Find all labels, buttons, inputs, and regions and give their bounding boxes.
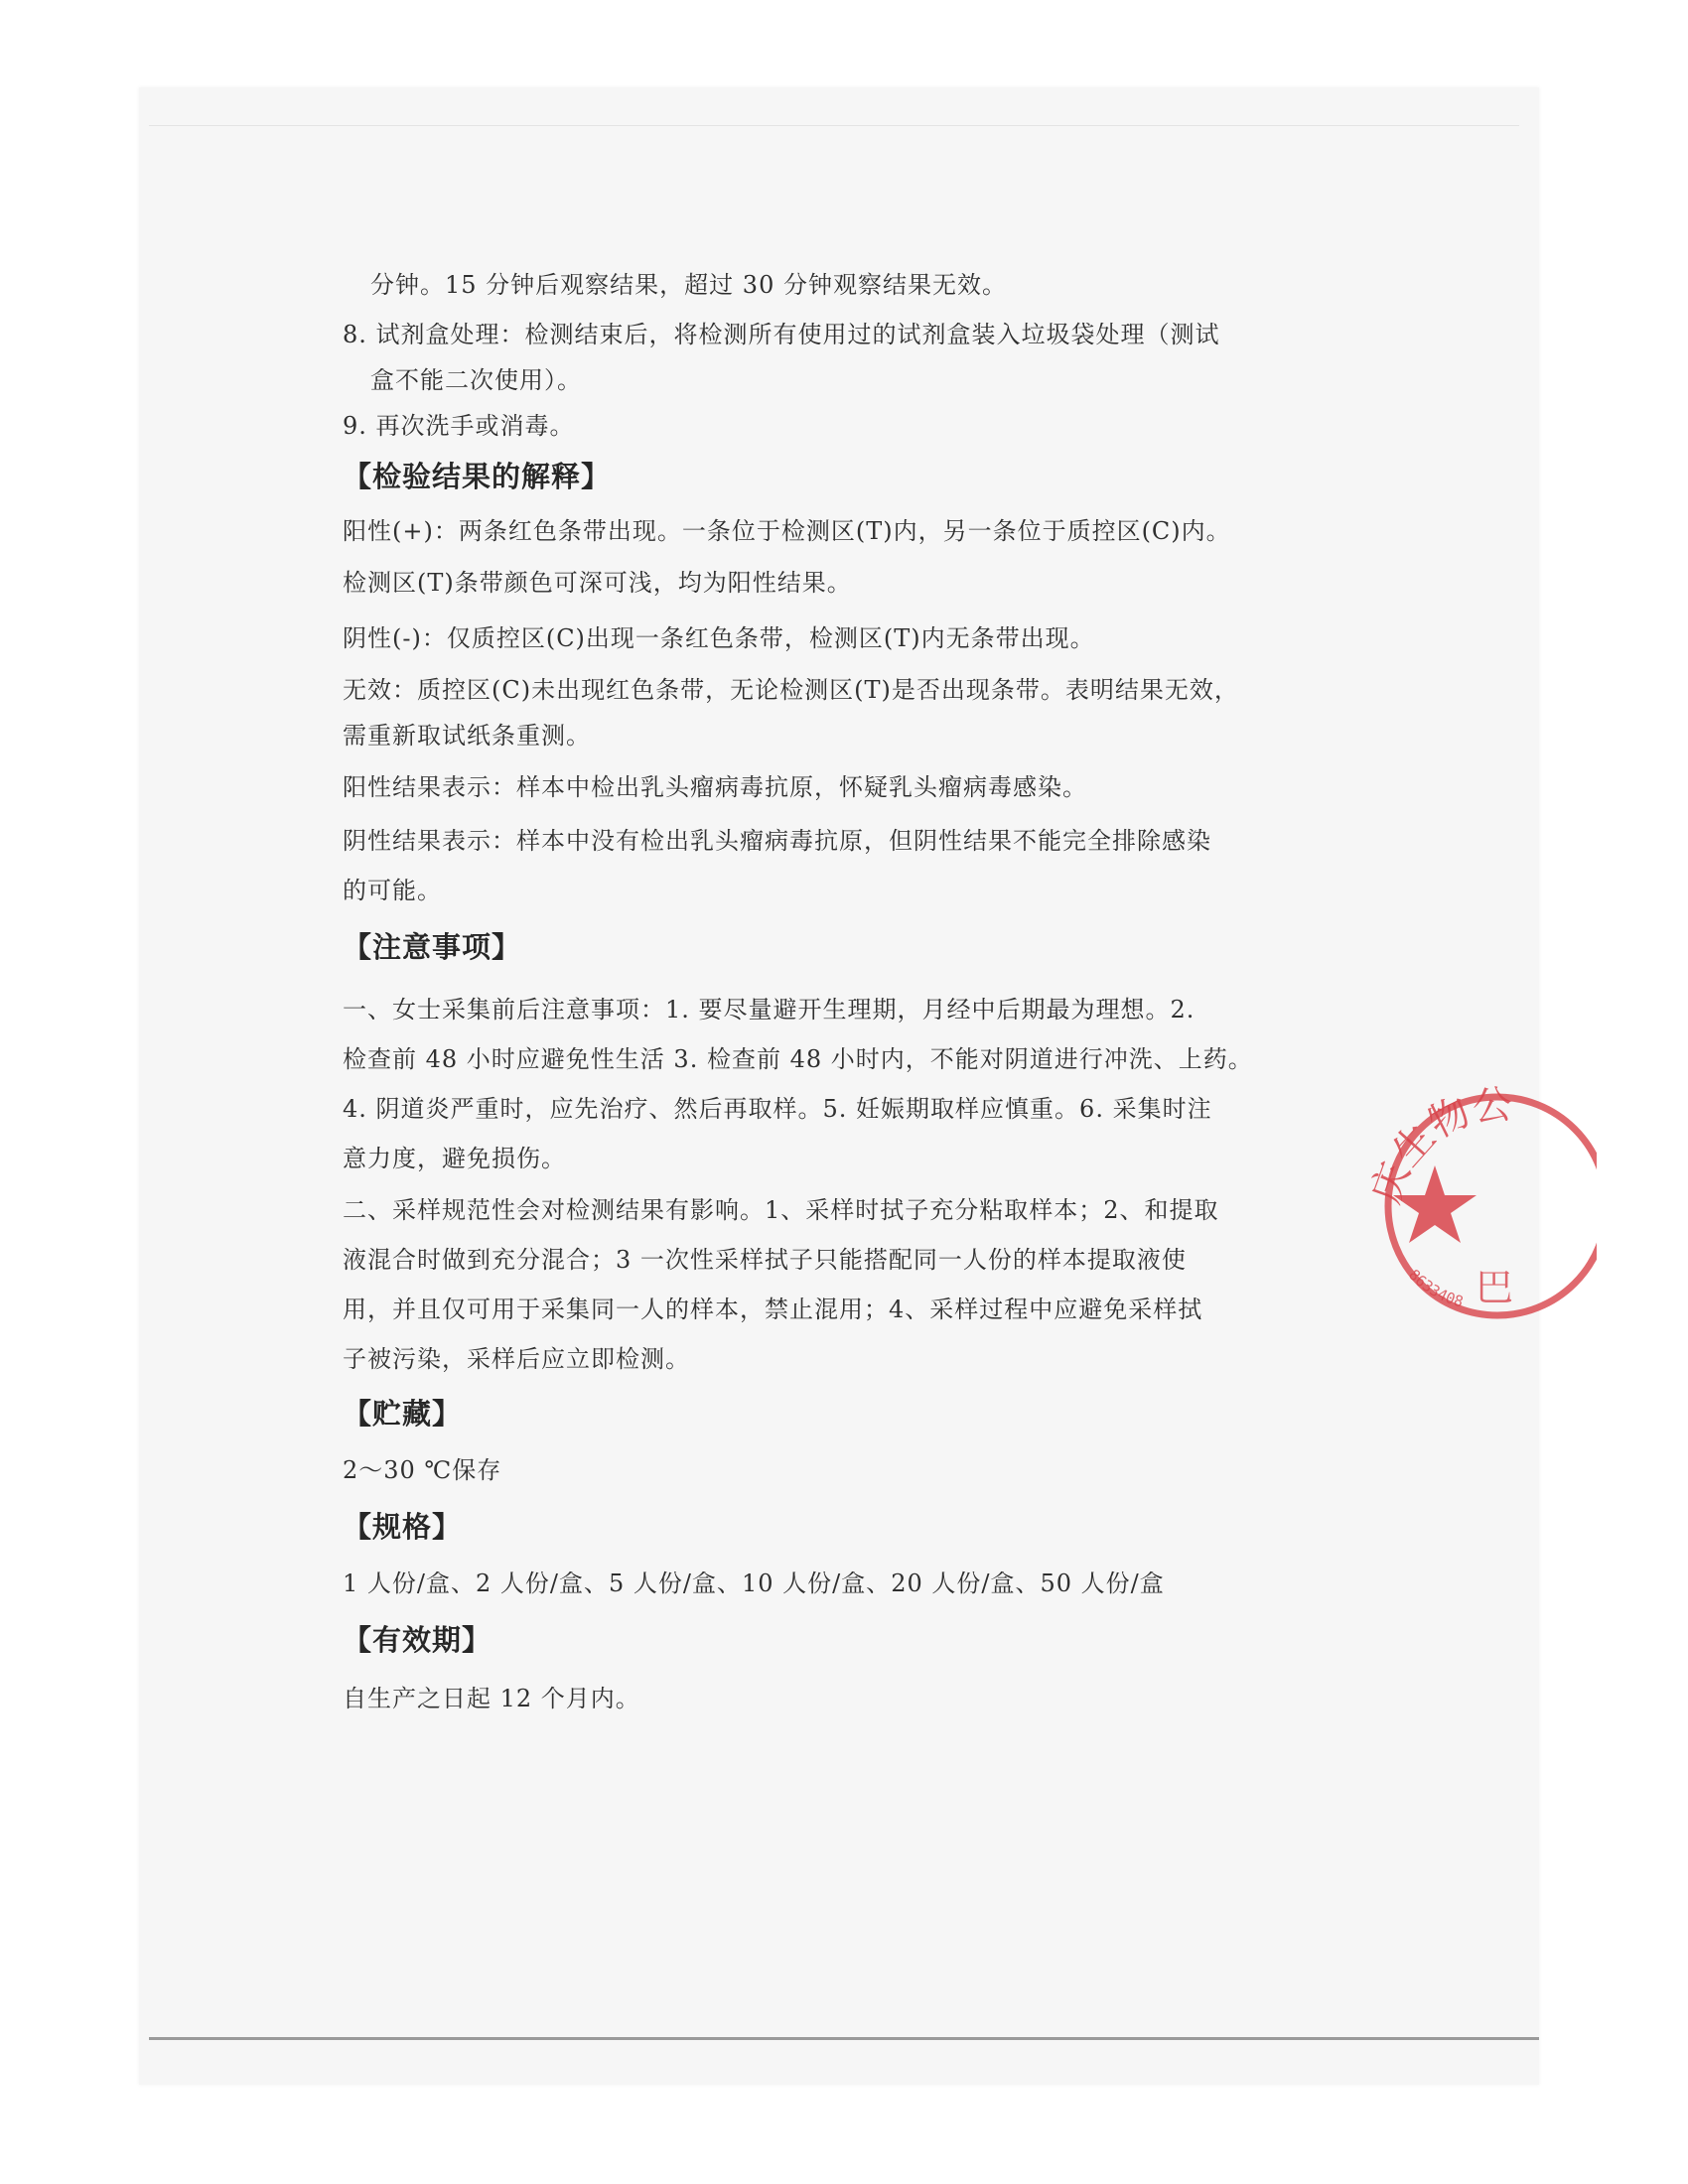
negative-meaning-line-1: 阴性结果表示：样本中没有检出乳头瘤病毒抗原，但阴性结果不能完全排除感染 [343,827,1211,855]
precautions-sampling-line-4: 子被污染，采样后应立即检测。 [343,1345,690,1373]
interpretation-heading: 【检验结果的解释】 [343,460,612,493]
seal-text-bottom: 巴 [1476,1266,1514,1309]
document-body [343,268,1286,1715]
step-7-continuation: 分钟。15 分钟后观察结果，超过 30 分钟观察结果无效。 [370,271,1007,299]
specs-text: 1 人份/盒、2 人份/盒、5 人份/盒、10 人份/盒、20 人份/盒、50 人份/盒 [343,1570,1165,1597]
step-8-line-1: 8. 试剂盒处理：检测结束后，将检测所有使用过的试剂盒装入垃圾袋处理（测试 [343,321,1220,348]
step-9: 9. 再次洗手或消毒。 [343,412,575,440]
interpretation-negative: 阴性(-)：仅质控区(C)出现一条红色条带，检测区(T)内无条带出现。 [343,624,1095,652]
storage-text: 2～30 ℃保存 [343,1456,502,1484]
company-seal [1368,1072,1597,1330]
interpretation-invalid-line-2: 需重新取试纸条重测。 [343,722,591,750]
storage-heading: 【贮藏】 [343,1397,463,1431]
negative-meaning-line-2: 的可能。 [343,877,442,904]
step-8-line-2: 盒不能二次使用）。 [370,366,582,394]
precautions-sampling-line-3: 用，并且仅可用于采集同一人的样本，禁止混用；4、采样过程中应避免采样拭 [343,1296,1203,1323]
precautions-heading: 【注意事项】 [343,930,522,964]
specs-heading: 【规格】 [343,1510,463,1544]
company-seal-visible-part [1368,1072,1514,1330]
page-top-edge [149,125,1519,126]
interpretation-invalid-line-1: 无效：质控区(C)未出现红色条带，无论检测区(T)是否出现条带。表明结果无效， [343,676,1239,704]
precautions-sampling-line-1: 二、采样规范性会对检测结果有影响。1、采样时拭子充分粘取样本；2、和提取 [343,1196,1219,1224]
positive-meaning: 阳性结果表示：样本中检出乳头瘤病毒抗原，怀疑乳头瘤病毒感染。 [343,773,1087,801]
precautions-women-line-1: 一、女士采集前后注意事项：1. 要尽量避开生理期，月经中后期最为理想。2. [343,996,1196,1024]
svg-text:8633408 [1405,1266,1466,1311]
interpretation-positive-line-2: 检测区(T)条带颜色可深可浅，均为阳性结果。 [343,569,852,597]
seal-code: 8633408 [1405,1266,1466,1311]
precautions-women-line-2: 检查前 48 小时应避免性生活 3. 检查前 48 小时内，不能对阴道进行冲洗、上药。 [343,1045,1253,1073]
precautions-women-line-3: 4. 阴道炎严重时，应先治疗、然后再取样。5. 妊娠期取样应慎重。6. 采集时注 [343,1095,1212,1123]
page-bottom-rule [149,2037,1539,2040]
seal-graphic [1368,1072,1597,1330]
precautions-sampling-line-2: 液混合时做到充分混合；3 一次性采样拭子只能搭配同一人份的样本提取液使 [343,1246,1187,1274]
validity-text: 自生产之日起 12 个月内。 [343,1685,640,1712]
seal-text-top: 庆生物公 [1368,1081,1514,1210]
interpretation-positive-line-1: 阳性(+)：两条红色条带出现。一条位于检测区(T)内，另一条位于质控区(C)内。 [343,517,1231,545]
validity-heading: 【有效期】 [343,1623,492,1657]
precautions-women-line-4: 意力度，避免损伤。 [343,1145,566,1172]
